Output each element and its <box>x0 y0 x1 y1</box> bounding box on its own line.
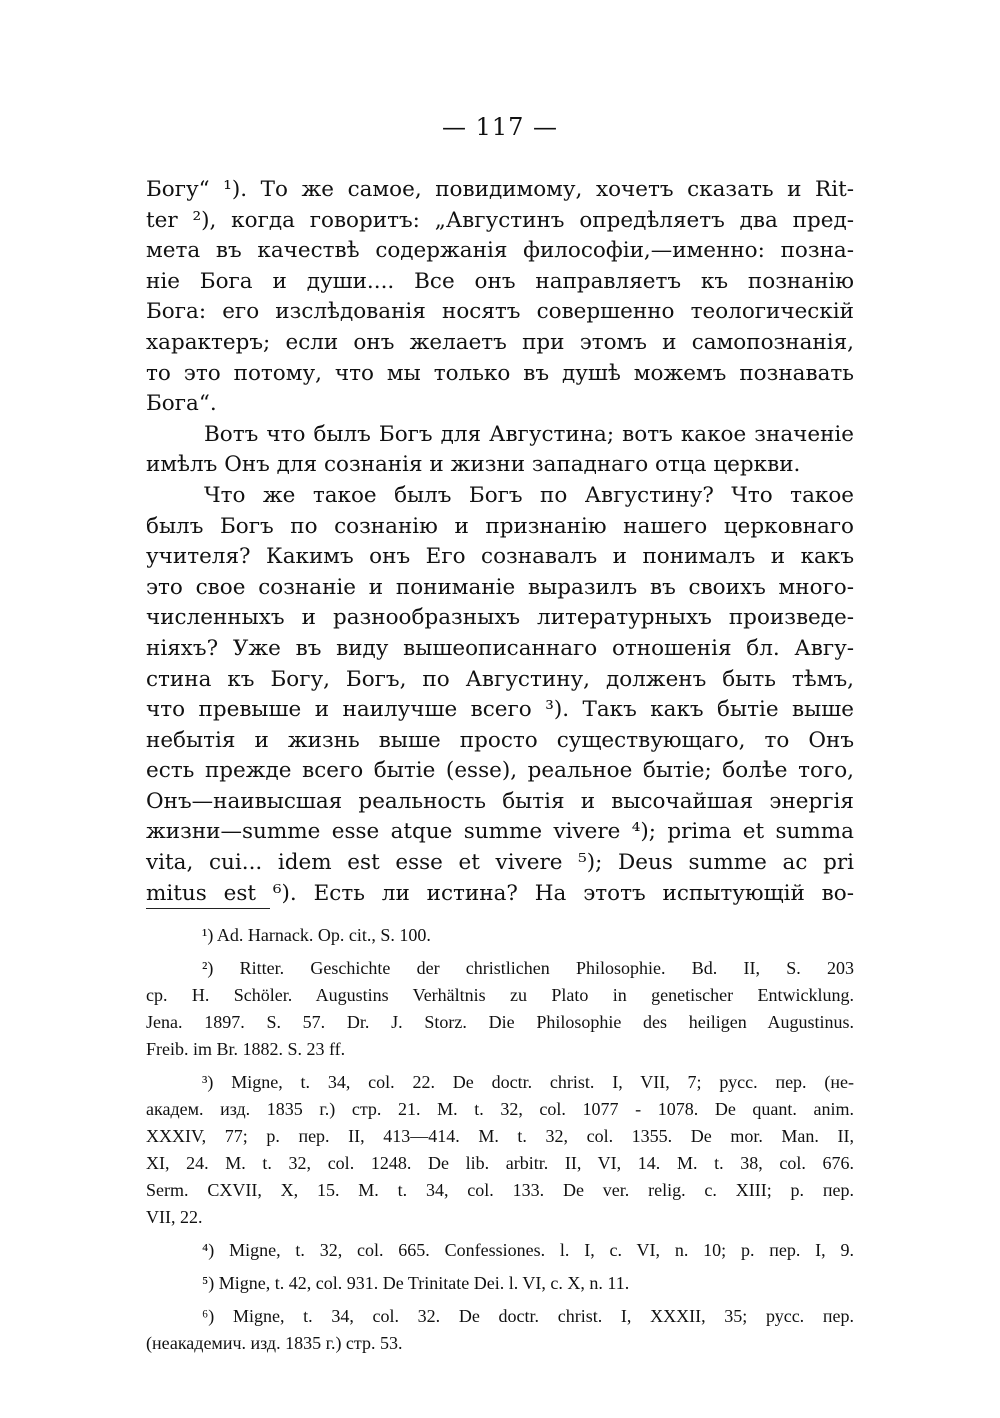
text-line: это свое сознаніе и пониманіе выразилъ въ своихъ много- <box>146 574 854 600</box>
text-line: Бога“. <box>146 391 217 417</box>
footnote-line: ²) Ritter. Geschichte der christlichen Philosophie. Bd. II, S. 203 <box>202 958 854 978</box>
text-line: жизни—summe esse atque summe vivere ⁴); prima et summa <box>146 819 854 845</box>
footnote-line: XI, 24. M. t. 32, col. 1248. De lib. arbitr. II, VI, 14. M. t. 38, col. 676. <box>146 1153 854 1173</box>
text-line: ніяхъ? Уже въ виду вышеописаннаго отношенія бл. Авгу- <box>146 635 854 661</box>
footnote-line: ¹) Ad. Harnack. Op. cit., S. 100. <box>202 925 431 945</box>
footnote-line: Serm. CXVII, X, 15. M. t. 34, col. 133. De ver. relig. c. XIII; р. пер. <box>146 1180 854 1200</box>
footnote-line: ³) Migne, t. 34, col. 22. De doctr. christ. I, VII, 7; русс. пер. (не- <box>202 1072 854 1092</box>
footnote-line: ср. H. Schöler. Augustins Verhältnis zu Plato in genetischer Entwicklung. <box>146 985 854 1005</box>
text-line: Онъ—наивысшая реальность бытія и высочайшая энергія <box>146 788 854 814</box>
text-line: vita, cui... idem est esse et vivere ⁵); Deus summe ac pri <box>146 850 854 876</box>
footnotes <box>146 922 854 1363</box>
footnote-2 <box>146 955 854 1063</box>
page-number: — 117 — <box>441 113 559 141</box>
footnote-6 <box>146 1303 854 1357</box>
footnote-line: ⁵) Migne, t. 42, col. 931. De Trinitate Dei. l. VI, c. X, n. 11. <box>202 1273 630 1293</box>
footnote-5 <box>146 1270 854 1297</box>
text-line: стина къ Богу, Богъ, по Августину, долженъ быть тѣмъ, <box>146 666 854 692</box>
footnote-4 <box>146 1237 854 1264</box>
text-line: Богу“ ¹). То же самое, повидимому, хочетъ сказать и Rit- <box>146 177 854 202</box>
text-line: Вотъ что былъ Богъ для Августина; вотъ какое значеніе <box>204 421 854 447</box>
text-line: имѣлъ Онъ для сознанія и жизни западнаго отца церкви. <box>146 452 801 478</box>
footnote-divider <box>146 908 270 909</box>
footnote-line: VII, 22. <box>146 1207 203 1227</box>
text-line: учителя? Какимъ онъ Его сознавалъ и понималъ и какъ <box>146 544 854 570</box>
footnote-line: XXXIV, 77; р. пер. II, 413—414. M. t. 32, col. 1355. De mor. Man. II, <box>146 1126 854 1146</box>
text-line: ter ²), когда говоритъ: „Августинъ опредѣляетъ два пред- <box>146 207 854 233</box>
text-line: то это потому, что мы только въ душѣ можемъ познавать <box>146 360 854 386</box>
footnote-1 <box>146 922 854 949</box>
footnote-line: Freib. im Br. 1882. S. 23 ff. <box>146 1039 346 1059</box>
text-line: численныхъ и разнообразныхъ литературныхъ произведе- <box>146 605 854 631</box>
footnote-3 <box>146 1069 854 1231</box>
text-line: что превыше и наилучше всего ³). Такъ какъ бытіе выше <box>146 697 854 723</box>
text-line: есть прежде всего бытіе (esse), реальное бытіе; болѣе того, <box>146 758 854 784</box>
text-line: ніе Бога и души.... Все онъ направляетъ къ познанію <box>146 268 854 294</box>
text-line: Бога: его изслѣдованія носятъ совершенно теологическій <box>146 299 854 325</box>
footnote-line: (неакадемич. изд. 1835 г.) стр. 53. <box>146 1333 403 1353</box>
text-line: mitus est ⁶). Есть ли истина? На этотъ испытующій во- <box>146 880 854 906</box>
text-line: былъ Богъ по сознанію и признанію нашего церковнаго <box>146 513 854 539</box>
footnote-line: ⁴) Migne, t. 32, col. 665. Confessiones. l. I, c. VI, n. 10; р. пер. I, 9. <box>202 1240 854 1260</box>
footnote-line: ⁶) Migne, t. 34, col. 32. De doctr. christ. I, XXXII, 35; русс. пер. <box>202 1306 854 1326</box>
footnote-line: академ. изд. 1835 г.) стр. 21. M. t. 32, col. 1077 - 1078. De quant. anim. <box>146 1099 854 1119</box>
text-line: мета въ качествѣ содержанія философіи,—именно: позна- <box>146 238 854 264</box>
text-line: небытія и жизнь выше просто существующаго, то Онъ <box>146 727 854 753</box>
footnote-line: Jena. 1897. S. 57. Dr. J. Storz. Die Philosophie des heiligen Augustinus. <box>146 1012 854 1032</box>
main-text <box>146 175 854 909</box>
text-line: Что же такое былъ Богъ по Августину? Что такое <box>204 482 854 508</box>
text-line: характеръ; если онъ желаетъ при этомъ и самопознанія, <box>146 329 854 355</box>
